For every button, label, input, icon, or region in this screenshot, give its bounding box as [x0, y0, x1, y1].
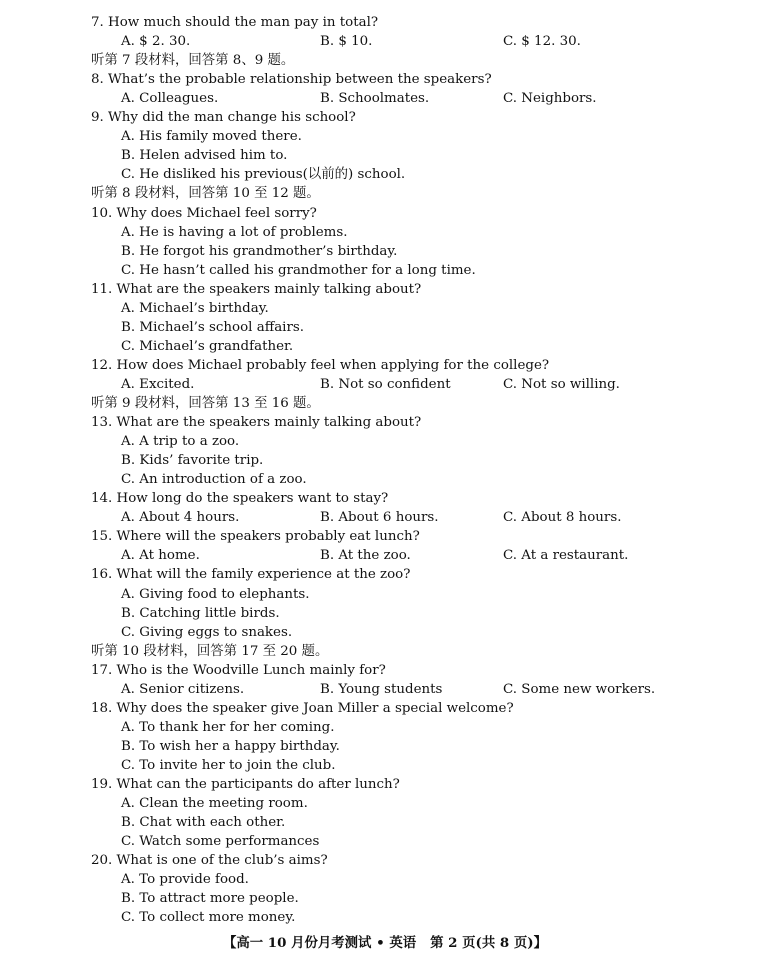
question-line [0, 280, 770, 299]
option-c: C. Some new workers. [503, 681, 656, 697]
option-a: A. Colleagues. [121, 91, 219, 107]
option-text: B. He forgot his grandmother’s birthday. [121, 243, 398, 259]
question-text: 7. How much should the man pay in total? [91, 15, 379, 30]
section-text: 听第 7 段材料，回答第 8、9 题。 [91, 53, 295, 69]
option-text: B. To attract more people. [121, 891, 299, 907]
question-line [0, 413, 770, 432]
question-line [0, 13, 770, 32]
option-line [0, 223, 770, 242]
section-instruction [0, 394, 770, 413]
option-row [0, 546, 770, 565]
option-line [0, 737, 770, 756]
option-text: C. He hasn’t called his grandmother for a long time. [121, 262, 476, 278]
option-line [0, 718, 770, 737]
question-line [0, 699, 770, 718]
option-line [0, 604, 770, 623]
question-text: 20. What is one of the club’s aims? [91, 853, 328, 869]
question-text: 17. Who is the Woodville Lunch mainly for? [91, 662, 386, 678]
option-line [0, 165, 770, 184]
option-text: C. An introduction of a zoo. [121, 472, 307, 488]
question-text: 15. Where will the speakers probably eat lunch? [91, 529, 420, 545]
page-footer [0, 933, 770, 953]
option-row [0, 508, 770, 527]
option-text: A. To thank her for her coming. [121, 719, 335, 735]
section-text: 听第 9 段材料，回答第 13 至 16 题。 [91, 396, 320, 411]
option-text: A. To provide food. [121, 872, 249, 888]
option-line [0, 242, 770, 261]
question-line [0, 70, 770, 89]
section-text: 听第 10 段材料，回答第 17 至 20 题。 [91, 643, 329, 659]
option-text: C. Giving eggs to snakes. [121, 624, 293, 640]
option-a: A. $ 2. 30. [121, 34, 191, 50]
option-b: B. $ 10. [320, 34, 373, 50]
option-a: A. Excited. [121, 376, 195, 392]
option-line [0, 261, 770, 280]
option-text: C. Watch some performances [121, 834, 320, 850]
option-text: A. Giving food to elephants. [121, 586, 310, 602]
option-c: C. Neighbors. [503, 91, 597, 107]
question-line [0, 661, 770, 680]
option-text: A. Michael’s birthday. [121, 300, 269, 316]
question-line [0, 775, 770, 794]
option-line [0, 908, 770, 927]
option-b: B. At the zoo. [320, 548, 411, 564]
option-text: B. Chat with each other. [121, 815, 286, 831]
option-b: B. About 6 hours. [320, 510, 439, 526]
question-text: 10. Why does Michael feel sorry? [91, 205, 317, 221]
question-text: 8. What’s the probable relationship between the speakers? [91, 72, 492, 88]
option-line [0, 432, 770, 451]
option-text: C. To invite her to join the club. [121, 757, 336, 773]
section-instruction [0, 51, 770, 70]
option-text: B. Kids’ favorite trip. [121, 453, 264, 469]
question-text: 11. What are the speakers mainly talking about? [91, 281, 422, 297]
question-text: 19. What can the participants do after lunch? [91, 777, 400, 792]
option-line [0, 451, 770, 470]
option-c: C. Not so willing. [503, 376, 620, 392]
option-line [0, 813, 770, 832]
option-text: A. His family moved there. [121, 129, 302, 145]
option-line [0, 470, 770, 489]
option-b: B. Schoolmates. [320, 91, 430, 107]
option-line [0, 870, 770, 889]
option-line [0, 127, 770, 146]
question-line [0, 565, 770, 584]
question-text: 13. What are the speakers mainly talking about? [91, 415, 422, 431]
option-text: C. Michael’s grandfather. [121, 338, 294, 354]
option-c: C. About 8 hours. [503, 510, 622, 526]
option-text: C. He disliked his previous(以前的) school. [121, 167, 406, 183]
option-c: C. $ 12. 30. [503, 34, 581, 50]
question-line [0, 851, 770, 870]
section-instruction [0, 184, 770, 203]
question-text: 18. Why does the speaker give Joan Miller a special welcome? [91, 700, 514, 716]
footer-page-number: 第 2 页(共 8 页)】 [430, 935, 548, 951]
option-row [0, 680, 770, 699]
option-text: B. Helen advised him to. [121, 148, 288, 164]
option-line [0, 299, 770, 318]
footer-title: 【高一 10 月份月考测试 • 英语 [222, 935, 417, 951]
option-row [0, 89, 770, 108]
question-text: 12. How does Michael probably feel when applying for the college? [91, 357, 550, 373]
option-row [0, 375, 770, 394]
option-line [0, 585, 770, 604]
option-c: C. At a restaurant. [503, 548, 629, 564]
option-line [0, 756, 770, 775]
question-line [0, 527, 770, 546]
option-a: A. About 4 hours. [121, 510, 240, 526]
option-text: B. To wish her a happy birthday. [121, 738, 340, 754]
option-b: B. Not so confident [320, 376, 451, 392]
option-text: B. Catching little birds. [121, 605, 280, 621]
option-line [0, 318, 770, 337]
option-line [0, 832, 770, 851]
section-instruction [0, 642, 770, 661]
question-line [0, 356, 770, 375]
option-text: A. Clean the meeting room. [121, 796, 308, 812]
question-line [0, 108, 770, 127]
option-text: C. To collect more money. [121, 910, 296, 926]
question-text: 14. How long do the speakers want to stay? [91, 491, 389, 507]
option-line [0, 623, 770, 642]
option-line [0, 337, 770, 356]
question-text: 9. Why did the man change his school? [91, 110, 356, 126]
option-row [0, 32, 770, 51]
section-text: 听第 8 段材料，回答第 10 至 12 题。 [91, 186, 320, 202]
option-a: A. Senior citizens. [121, 681, 245, 697]
option-text: A. He is having a lot of problems. [121, 224, 348, 240]
option-b: B. Young students [320, 681, 443, 697]
question-line [0, 489, 770, 508]
question-text: 16. What will the family experience at the zoo? [91, 567, 411, 583]
option-text: A. A trip to a zoo. [121, 434, 240, 450]
option-a: A. At home. [121, 548, 200, 564]
option-text: B. Michael’s school affairs. [121, 319, 304, 335]
option-line [0, 794, 770, 813]
option-line [0, 146, 770, 165]
option-line [0, 889, 770, 908]
question-line [0, 204, 770, 223]
